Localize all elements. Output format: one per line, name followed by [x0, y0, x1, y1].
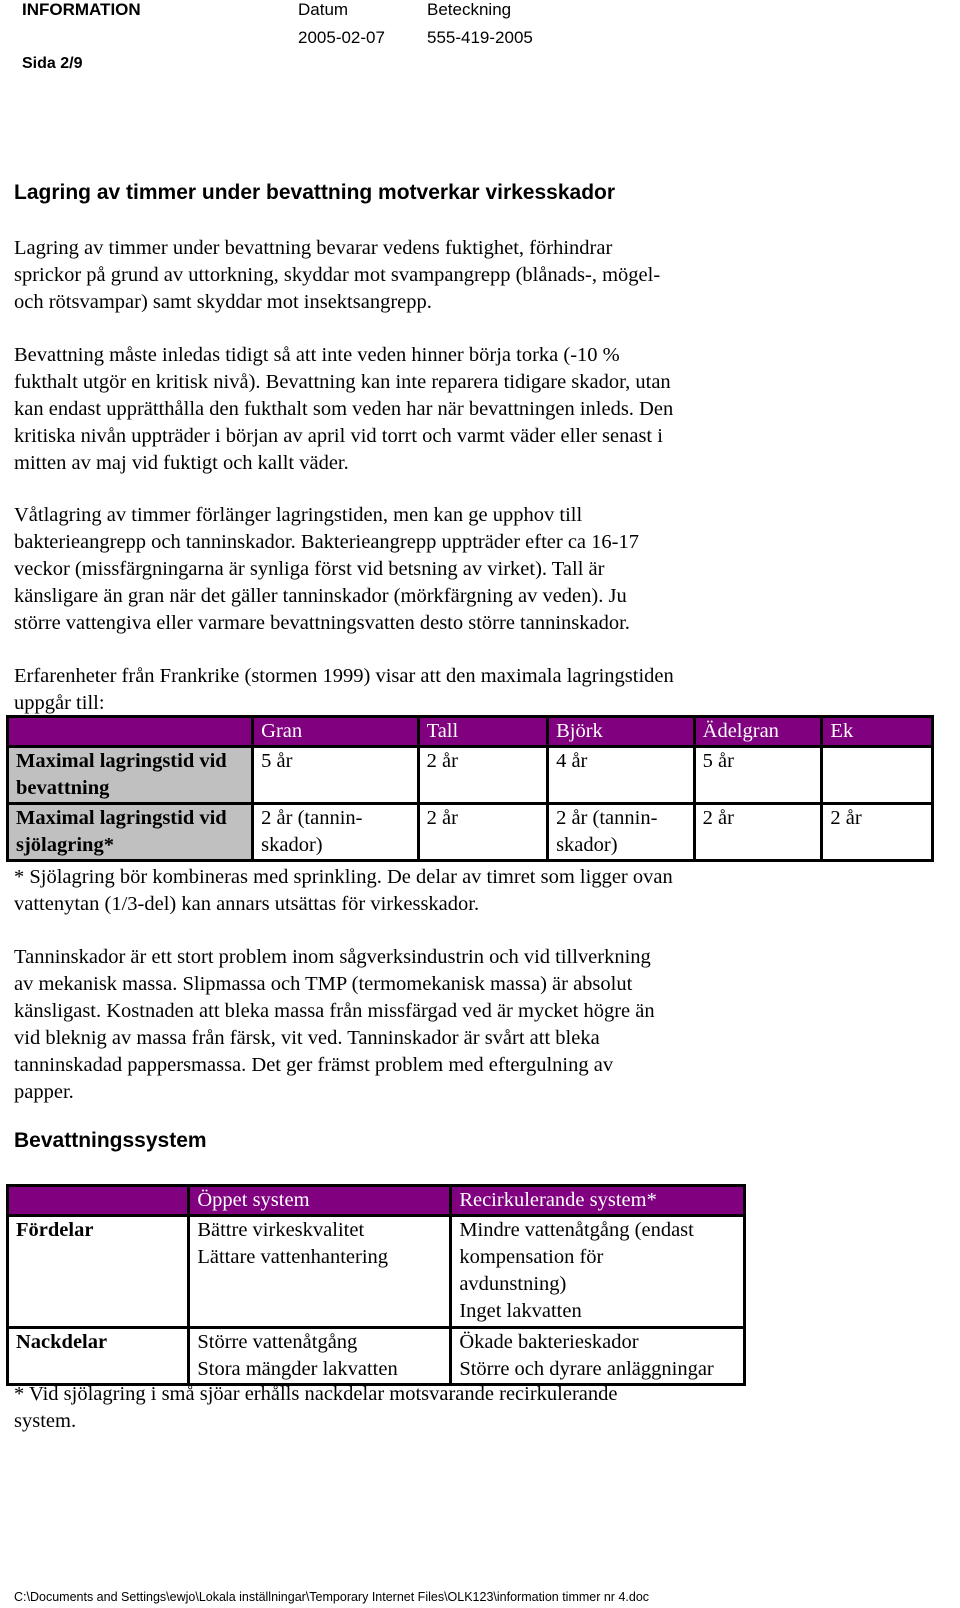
table-header-cell: Recirkulerande system*	[451, 1186, 745, 1216]
cell-line: Bättre virkeskvalitet	[197, 1219, 365, 1241]
table-note	[14, 1381, 914, 1435]
header-datum-label: Datum	[298, 0, 349, 19]
text-line: Erfarenheter från Frankrike (stormen 1999) visar att den maximala lagringstiden	[14, 665, 674, 687]
table-cell	[189, 1216, 451, 1328]
row-label: Nackdelar	[8, 1328, 189, 1385]
text-line: vattenytan (1/3-del) kan annars utsättas för virkesskador.	[14, 893, 480, 915]
table-header-empty	[8, 717, 253, 747]
text-line: Lagring av timmer under bevattning bevarar vedens fuktighet, förhindrar	[14, 237, 613, 259]
text-line: veckor (missfärgningarna är synliga först vid betsning av virket). Tall är	[14, 558, 605, 580]
cell-line: Inget lakvatten	[459, 1300, 582, 1322]
paragraph-erfarenheter	[14, 663, 914, 717]
table-cell: 2 år	[822, 804, 933, 861]
text-line: kritiska nivån uppträder i början av april vid torrt och varmt väder eller senast i	[14, 425, 663, 447]
header-beteckning-label: Beteckning	[427, 0, 512, 19]
table-header-cell: Tall	[418, 717, 547, 747]
table-row	[8, 747, 933, 804]
table-cell: 5 år	[694, 747, 822, 804]
table-header-row	[8, 1186, 745, 1216]
table-cell: 4 år	[548, 747, 695, 804]
table-cell: 2 år (tannin-skador)	[548, 804, 695, 861]
text-line: av mekanisk massa. Slipmassa och TMP (termomekanisk massa) är absolut	[14, 973, 633, 995]
cell-line: avdunstning)	[459, 1273, 567, 1295]
table-header-cell: Björk	[548, 717, 695, 747]
cell-line: Stora mängder lakvatten	[197, 1358, 398, 1380]
row-label: Fördelar	[8, 1216, 189, 1328]
cell-line: kompensation för	[459, 1246, 604, 1268]
text-line: fukthalt utgör en kritisk nivå). Bevattning kan inte reparera tidigare skador, utan	[14, 371, 671, 393]
cell-line: Större och dyrare anläggningar	[459, 1358, 714, 1380]
table-header-row	[8, 717, 933, 747]
intro-paragraph	[14, 235, 914, 316]
table-cell: 2 år (tannin-skador)	[253, 804, 418, 861]
table-header-cell: Öppet system	[189, 1186, 451, 1216]
cell-line: Mindre vattenåtgång (endast	[459, 1219, 694, 1241]
text-line: * Sjölagring bör kombineras med sprinkling. De delar av timret som ligger ovan	[14, 866, 673, 888]
paragraph-bevattning	[14, 342, 914, 477]
table-header-cell: Ek	[822, 717, 933, 747]
header-beteckning-value: 555-419-2005	[427, 28, 533, 47]
table-cell	[822, 747, 933, 804]
text-line: vid bleknig av massa från färsk, vit ved. Tanninskador är svårt att bleka	[14, 1027, 600, 1049]
text-line: känsligare än gran när det gäller tanninskador (mörkfärgning av veden). Ju	[14, 585, 627, 607]
text-line: papper.	[14, 1081, 74, 1103]
table-header-cell: Gran	[253, 717, 418, 747]
text-line: sprickor på grund av uttorkning, skyddar mot svampangrepp (blånads-, mögel-	[14, 264, 661, 286]
text-line: tanninskadad pappersmassa. Det ger främst problem med eftergulning av	[14, 1054, 614, 1076]
section-title: Bevattningssystem	[14, 1129, 207, 1152]
text-line: kan endast upprätthålla den fukthalt som veden har när bevattningen inleds. Den	[14, 398, 674, 420]
cell-line: Större vattenåtgång	[197, 1331, 358, 1353]
text-line: Bevattning måste inledas tidigt så att inte veden hinner börja torka (-10 %	[14, 344, 620, 366]
text-line: system.	[14, 1410, 77, 1432]
table-note	[14, 864, 914, 918]
paragraph-tanninskador	[14, 944, 914, 1106]
header-datum-value: 2005-02-07	[298, 28, 385, 47]
text-line: uppgår till:	[14, 692, 105, 714]
header-info-label: INFORMATION	[22, 0, 141, 19]
storage-time-table	[6, 715, 934, 862]
row-label: Maximal lagringstid vid sjölagring*	[8, 804, 253, 861]
text-line: Våtlagring av timmer förlänger lagringstiden, men kan ge upphov till	[14, 504, 583, 526]
table-cell: 2 år	[694, 804, 822, 861]
table-cell: 2 år	[418, 804, 547, 861]
text-line: och rötsvampar) samt skyddar mot insektsangrepp.	[14, 291, 432, 313]
table-cell	[189, 1328, 451, 1385]
text-line: känsligast. Kostnaden att bleka massa från missfärgad ved är mycket högre än	[14, 1000, 655, 1022]
table-cell	[451, 1328, 745, 1385]
irrigation-system-table	[6, 1184, 746, 1386]
row-label: Maximal lagringstid vid bevattning	[8, 747, 253, 804]
cell-line: Ökade bakterieskador	[459, 1331, 639, 1353]
text-line: större vattengiva eller varmare bevattningsvatten desto större tanninskador.	[14, 612, 630, 634]
text-line: bakterieangrepp och tanninskador. Bakterieangrepp uppträder efter ca 16-17	[14, 531, 639, 553]
table-cell	[451, 1216, 745, 1328]
footer-file-path: C:\Documents and Settings\ewjo\Lokala inställningar\Temporary Internet Files\OLK123\information timmer nr 4.doc	[14, 1590, 650, 1604]
paragraph-vatlagring	[14, 502, 914, 637]
text-line: * Vid sjölagring i små sjöar erhålls nackdelar motsvarande recirkulerande	[14, 1383, 618, 1405]
page-number: Sida 2/9	[22, 55, 83, 72]
table-header-empty	[8, 1186, 189, 1216]
text-line: mitten av maj vid fuktigt och kallt väder.	[14, 452, 349, 474]
section-title: Lagring av timmer under bevattning motverkar virkesskador	[14, 181, 616, 204]
table-row	[8, 1216, 745, 1328]
table-cell: 2 år	[418, 747, 547, 804]
table-row	[8, 1328, 745, 1385]
table-row	[8, 804, 933, 861]
table-header-cell: Ädelgran	[694, 717, 822, 747]
text-line: Tanninskador är ett stort problem inom sågverksindustrin och vid tillverkning	[14, 946, 651, 968]
cell-line: Lättare vattenhantering	[197, 1246, 389, 1268]
table-cell: 5 år	[253, 747, 418, 804]
